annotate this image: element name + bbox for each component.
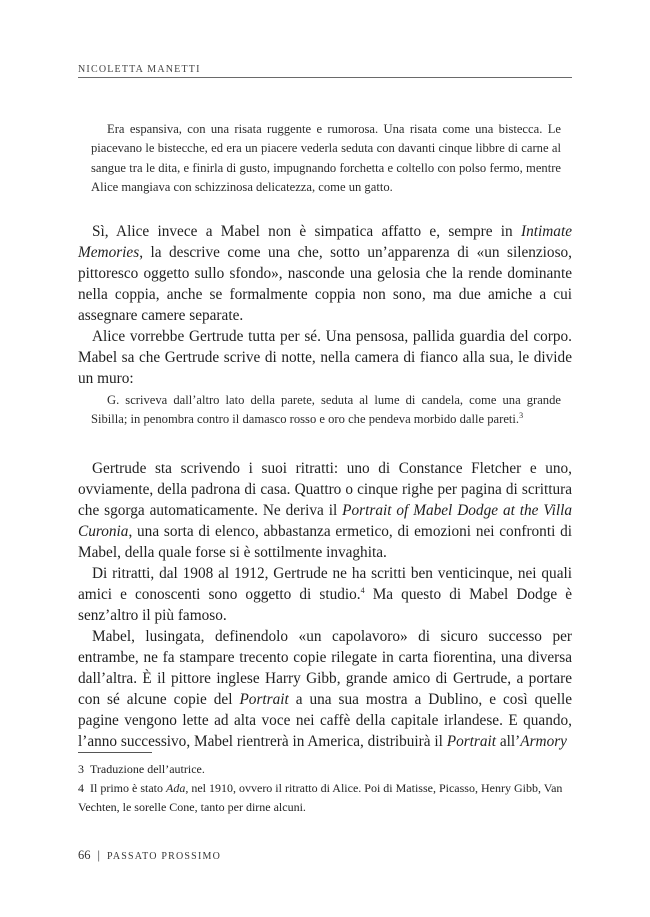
footnote-3-text: Traduzione dell’autrice.: [90, 762, 205, 776]
block-quote-2: [91, 391, 561, 430]
footnote-4-text: Il primo è stato: [90, 781, 166, 795]
block-quote-1: Era espansiva, con una risata ruggente e rumorosa. Una risata come una bistecca. Le piacevano le bistecche, ed era un piacere vederla seduta con davanti cinque libbre di carne al sangue tra le dita, e finirla di gusto, impugnando forchetta e coltello con polso fermo, mentre Alice mangiava con schizzinosa delicatezza, come un gatto.: [91, 122, 561, 194]
book-title-portrait-2: Portrait: [446, 733, 497, 750]
footnote-4-title-ada: Ada,: [165, 781, 189, 795]
footnote-4-text-cont: nel 1910, ovvero il ritratto di Alice. Poi di Matisse, Picasso, Henry Gibb, Van Vechten, le sorelle Cone, tanto per dirne alcuni.: [78, 781, 563, 814]
paragraph-4: [78, 563, 572, 626]
footnote-4: [78, 779, 572, 817]
paragraph-5-text-cont: a una sua mostra a Dublino, e così quelle pagine vengono lette ad alta voce nei caffè della capitale irlandese. E quando, l’anno successivo, Mabel rientrerà in America, distribuirà il: [78, 691, 572, 750]
book-title-intimate-memories: Intimate Memories: [78, 223, 572, 261]
paragraph-3-text-cont: , una sorta di elenco, abbastanza ermetico, di emozioni nei confronti di Mabel, della quale forse si è sottilmente invaghita.: [78, 523, 572, 561]
paragraph-3: [78, 458, 572, 563]
footer-separator: |: [97, 848, 101, 862]
page-footer: [78, 848, 221, 863]
footnote-4-number: 4: [78, 781, 84, 795]
event-name-armory: Armory: [520, 733, 567, 750]
footnote-ref-4: 4: [360, 585, 365, 595]
footnote-ref-3: 3: [519, 411, 524, 421]
body-text-1: [78, 221, 572, 389]
footnotes: [78, 760, 572, 817]
running-head-author: NICOLETTA MANETTI: [78, 64, 201, 75]
paragraph-3-text: Gertrude sta scrivendo i suoi ritratti: uno di Constance Fletcher e uno, ovviamente, della padrona di casa. Quattro o cinque righe per pagina di scrittura che sgorga automaticamente. Ne deriva il: [78, 460, 572, 519]
paragraph-2: Alice vorrebbe Gertrude tutta per sé. Una pensosa, pallida guardia del corpo. Mabel sa che Gertrude scrive di notte, nella camera di fianco alla sua, le divide un muro:: [78, 328, 572, 387]
footnote-rule: [78, 752, 152, 753]
paragraph-5-text-end: all’: [496, 733, 521, 750]
book-title-portrait-villa-curonia: Portrait of Mabel Dodge at the Villa Curonia: [78, 502, 572, 540]
book-title-portrait: Portrait: [239, 691, 289, 708]
running-foot-book-title: PASSATO PROSSIMO: [107, 851, 221, 862]
footnote-3-number: 3: [78, 762, 84, 776]
paragraph-1: [78, 221, 572, 326]
paragraph-4-text: Di ritratti, dal 1908 al 1912, Gertrude ne ha scritti ben venticinque, nei quali amici e conoscenti sono oggetto di studio.: [78, 565, 572, 603]
paragraph-5-text: Mabel, lusingata, definendolo «un capolavoro» di sicuro successo per entrambe, ne fa stampare trecento copie rilegate in carta fiorentina, una diversa dall’altra. È il pittore inglese Harry Gibb, grande amico di Gertrude, a portare con sé alcune copie del: [78, 628, 572, 708]
paragraph-1-text-cont: , la descrive come una che, sotto un’apparenza di «un silenzioso, pittoresco oggetto sullo sfondo», nasconde una gelosia che la rende dominante nella coppia, anche se formalmente coppia non sono, ma due amiche a cui assegnare camere separate.: [78, 244, 572, 324]
footnote-3: [78, 760, 572, 779]
header-rule: [78, 77, 572, 78]
body-text-2: [78, 458, 572, 752]
page-number: 66: [78, 848, 91, 862]
paragraph-1-text: Sì, Alice invece a Mabel non è simpatica affatto e, sempre in: [92, 223, 522, 240]
block-quote-2-text: G. scriveva dall’altro lato della parete, seduta al lume di candela, come una grande Sibilla; in penombra contro il damasco rosso e oro che pendeva morbido dalle pareti.: [91, 393, 561, 427]
paragraph-4-text-cont: Ma questo di Mabel Dodge è senz’altro il più famoso.: [78, 586, 573, 624]
paragraph-5: [78, 626, 572, 752]
